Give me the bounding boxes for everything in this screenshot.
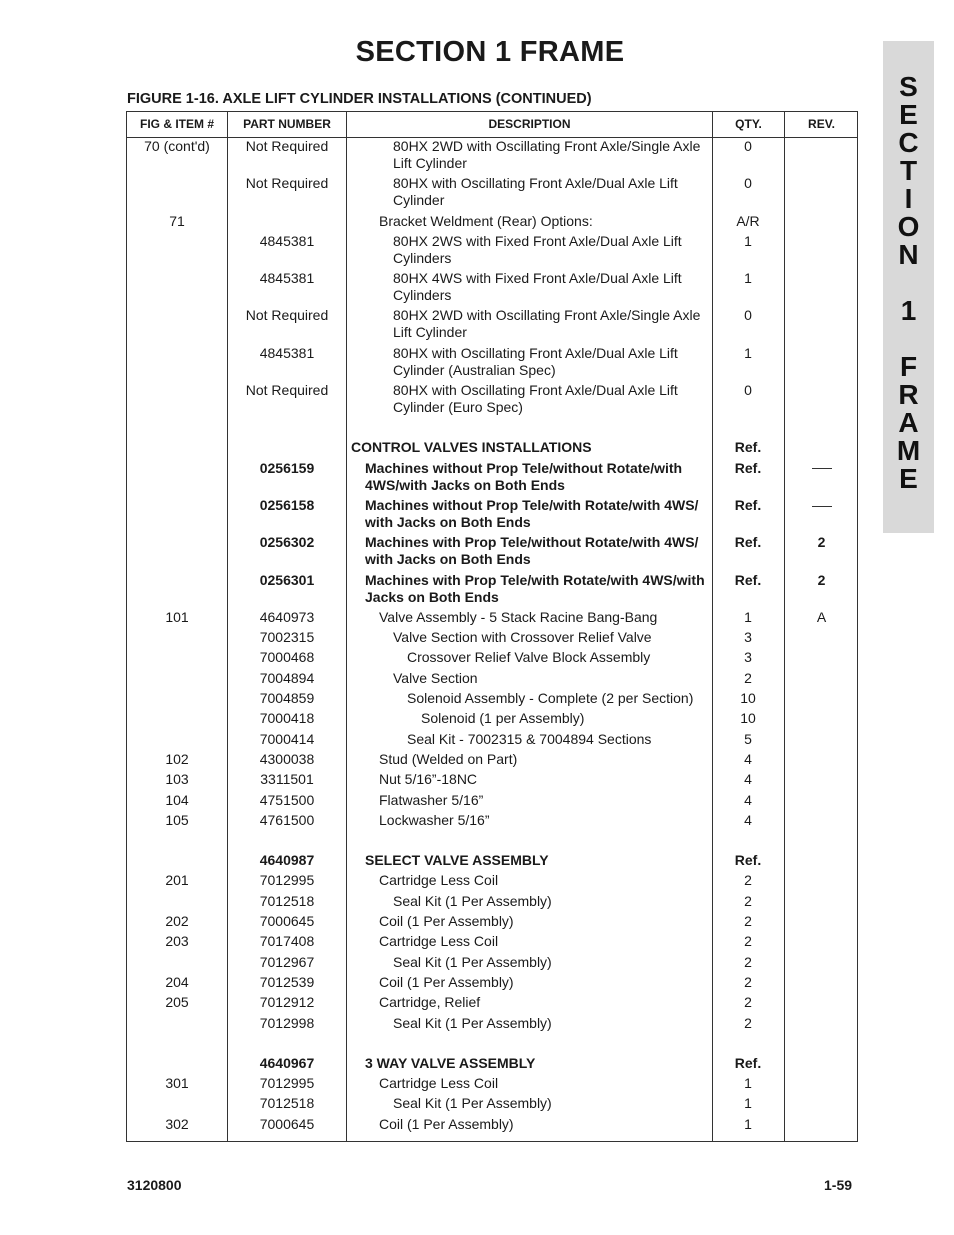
side-tab-letter: E bbox=[899, 99, 918, 130]
description-cell bbox=[379, 1075, 734, 1092]
description-line: 80HX with Oscillating Front Axle/Dual Axle Lift bbox=[393, 175, 678, 192]
part-number-cell: 7012998 bbox=[259, 1014, 315, 1031]
table-row bbox=[127, 345, 857, 382]
table-row bbox=[127, 1055, 857, 1075]
qty-cell: 10 bbox=[740, 690, 756, 707]
description-line: Coil (1 Per Assembly) bbox=[379, 973, 514, 990]
description-cell bbox=[393, 382, 748, 416]
description-line: Cartridge Less Coil bbox=[379, 872, 499, 889]
table-row bbox=[127, 771, 857, 791]
part-number-cell: 7000468 bbox=[259, 649, 315, 666]
description-line: Flatwasher 5/16” bbox=[379, 791, 484, 808]
parts-table bbox=[126, 111, 858, 1142]
description-cell bbox=[365, 852, 720, 869]
description-cell bbox=[379, 771, 734, 788]
description-line: Seal Kit (1 Per Assembly) bbox=[393, 953, 552, 970]
table-row bbox=[127, 233, 857, 270]
table-row bbox=[127, 1095, 857, 1115]
qty-cell: Ref. bbox=[734, 439, 762, 456]
document-number: 3120800 bbox=[127, 1177, 182, 1193]
description-line: Jacks on Both Ends bbox=[365, 588, 499, 605]
column-header-fig-item: FIG & ITEM # bbox=[139, 117, 214, 131]
side-tab-letter: S bbox=[899, 71, 918, 102]
rev-dash-cell bbox=[785, 497, 858, 514]
description-cell bbox=[365, 572, 720, 606]
description-line: Solenoid Assembly - Complete (2 per Section) bbox=[407, 690, 694, 707]
description-line: Lift Cylinder bbox=[393, 324, 467, 341]
description-cell bbox=[393, 233, 748, 267]
part-number-cell: 7012912 bbox=[259, 994, 315, 1011]
table-row bbox=[127, 933, 857, 953]
qty-cell: Ref. bbox=[734, 571, 762, 588]
description-line: Lift Cylinder bbox=[393, 155, 467, 171]
part-number-cell: 4640967 bbox=[259, 1054, 315, 1071]
section-title: SECTION 1 FRAME bbox=[355, 36, 625, 68]
description-line: with Jacks on Both Ends bbox=[365, 551, 531, 568]
description-line: Lockwasher 5/16” bbox=[379, 811, 490, 828]
qty-cell: 0 bbox=[744, 382, 752, 399]
qty-cell: 1 bbox=[744, 1095, 752, 1112]
part-number-cell: 4751500 bbox=[259, 791, 315, 808]
description-cell bbox=[393, 307, 748, 341]
table-row bbox=[127, 307, 857, 344]
description-cell bbox=[365, 497, 720, 531]
part-number-cell: 4845381 bbox=[259, 344, 315, 361]
qty-cell: 2 bbox=[744, 973, 752, 990]
description-cell bbox=[407, 690, 762, 707]
fig-item-cell: 101 bbox=[165, 608, 189, 625]
qty-cell: 5 bbox=[744, 730, 752, 747]
table-row bbox=[127, 1116, 857, 1136]
rev-dash-cell bbox=[785, 460, 858, 477]
description-line: Nut 5/16”-18NC bbox=[379, 771, 478, 788]
description-line: Cylinder bbox=[393, 192, 445, 209]
table-row bbox=[127, 175, 857, 212]
rev-dash bbox=[812, 506, 832, 507]
table-row bbox=[127, 649, 857, 669]
qty-cell: 0 bbox=[744, 175, 752, 192]
description-line: Seal Kit (1 Per Assembly) bbox=[393, 892, 552, 909]
table-row bbox=[127, 994, 857, 1014]
description-cell bbox=[379, 1116, 734, 1133]
rev-cell: 2 bbox=[817, 571, 826, 588]
description-cell bbox=[393, 670, 748, 687]
qty-cell: Ref. bbox=[734, 496, 762, 513]
part-number-cell: 4845381 bbox=[259, 270, 315, 287]
description-line: Seal Kit (1 Per Assembly) bbox=[393, 1095, 552, 1112]
qty-cell: 2 bbox=[744, 892, 752, 909]
description-line: Valve Section bbox=[393, 669, 478, 686]
description-line: Solenoid (1 per Assembly) bbox=[421, 710, 585, 727]
description-cell bbox=[393, 893, 748, 910]
description-cell bbox=[365, 460, 720, 494]
qty-cell: A/R bbox=[736, 212, 760, 229]
description-cell bbox=[379, 609, 734, 626]
qty-cell: 0 bbox=[744, 307, 752, 324]
fig-item-cell: 302 bbox=[165, 1115, 189, 1132]
description-cell bbox=[393, 345, 748, 379]
side-tab-letter: E bbox=[899, 463, 918, 494]
fig-item-cell: 103 bbox=[165, 771, 189, 788]
qty-cell: 2 bbox=[744, 1014, 752, 1031]
description-cell bbox=[407, 649, 762, 666]
description-cell bbox=[379, 872, 734, 889]
part-number-cell: 7012518 bbox=[259, 892, 315, 909]
table-row bbox=[127, 872, 857, 892]
table-row bbox=[127, 609, 857, 629]
part-number-cell: 0256159 bbox=[259, 459, 315, 476]
description-line: Machines with Prop Tele/with Rotate/with 4WS/with bbox=[365, 571, 705, 588]
side-tab-letter: O bbox=[897, 211, 920, 242]
part-number-cell: 4845381 bbox=[259, 232, 315, 249]
description-line: Cylinder (Euro Spec) bbox=[393, 399, 523, 416]
part-number-cell: 7017408 bbox=[259, 933, 315, 950]
description-line: Machines without Prop Tele/without Rotate/with bbox=[365, 459, 683, 476]
part-number-cell: Not Required bbox=[245, 138, 329, 154]
part-number-cell: 4640987 bbox=[259, 852, 315, 869]
description-line: SELECT VALVE ASSEMBLY bbox=[365, 852, 549, 869]
qty-cell: 1 bbox=[744, 1075, 752, 1092]
table-row bbox=[127, 629, 857, 649]
part-number-cell: 7000414 bbox=[259, 730, 315, 747]
description-line: Cylinder (Australian Spec) bbox=[393, 361, 556, 378]
qty-cell: 2 bbox=[744, 933, 752, 950]
fig-item-cell: 105 bbox=[165, 811, 189, 828]
fig-item-cell: 71 bbox=[169, 212, 185, 229]
qty-cell: 2 bbox=[744, 872, 752, 889]
part-number-cell: 7000645 bbox=[259, 913, 315, 930]
description-line: 80HX with Oscillating Front Axle/Dual Axle Lift bbox=[393, 382, 678, 399]
description-cell bbox=[393, 175, 748, 209]
table-row bbox=[127, 913, 857, 933]
qty-cell: 4 bbox=[744, 771, 752, 788]
table-row bbox=[127, 497, 857, 534]
table-row bbox=[127, 670, 857, 690]
fig-item-cell: 102 bbox=[165, 750, 189, 767]
description-line: Bracket Weldment (Rear) Options: bbox=[379, 212, 593, 229]
table-row bbox=[127, 1075, 857, 1095]
description-line: Coil (1 Per Assembly) bbox=[379, 913, 514, 930]
part-number-cell: 4761500 bbox=[259, 811, 315, 828]
side-tab-letter: A bbox=[898, 407, 919, 438]
table-row bbox=[127, 439, 857, 459]
description-line: 3 WAY VALVE ASSEMBLY bbox=[365, 1054, 536, 1071]
qty-cell: 2 bbox=[744, 669, 752, 686]
column-header-part-number: PART NUMBER bbox=[243, 117, 331, 131]
description-cell bbox=[379, 751, 734, 768]
page-number: 1-59 bbox=[824, 1177, 853, 1193]
description-cell bbox=[393, 629, 748, 646]
description-line: 80HX 2WS with Fixed Front Axle/Dual Axle Lift bbox=[393, 232, 682, 249]
qty-cell: 3 bbox=[744, 629, 752, 646]
description-line: Stud (Welded on Part) bbox=[379, 750, 518, 767]
description-line: Cartridge, Relief bbox=[379, 994, 481, 1011]
description-cell bbox=[365, 1055, 720, 1072]
table-spacer-row bbox=[127, 1035, 857, 1055]
fig-item-cell: 202 bbox=[165, 913, 189, 930]
qty-cell: 1 bbox=[744, 270, 752, 287]
side-tab-letter: M bbox=[896, 435, 921, 466]
fig-item-cell: 203 bbox=[165, 933, 189, 950]
rev-dash bbox=[812, 468, 832, 469]
description-cell bbox=[379, 213, 734, 230]
description-line: 4WS/with Jacks on Both Ends bbox=[365, 476, 565, 493]
table-row bbox=[127, 572, 857, 609]
table-row bbox=[127, 213, 857, 233]
part-number-cell: 3311501 bbox=[260, 771, 314, 788]
table-row bbox=[127, 954, 857, 974]
fig-item-cell: 204 bbox=[165, 973, 189, 990]
description-cell bbox=[407, 731, 762, 748]
part-number-cell: 7000418 bbox=[259, 710, 315, 727]
qty-cell: Ref. bbox=[734, 459, 762, 476]
qty-cell: Ref. bbox=[734, 534, 762, 551]
side-tab-letter bbox=[905, 269, 913, 297]
table-row bbox=[127, 751, 857, 771]
part-number-cell: 7002315 bbox=[259, 629, 315, 646]
description-cell bbox=[393, 1015, 748, 1032]
table-row bbox=[127, 852, 857, 872]
table-spacer-row bbox=[127, 419, 857, 439]
description-line: Cartridge Less Coil bbox=[379, 1075, 499, 1092]
table-row bbox=[127, 690, 857, 710]
part-number-cell: 0256158 bbox=[259, 496, 315, 513]
part-number-cell: 7004894 bbox=[259, 669, 315, 686]
rev-cell: A bbox=[816, 608, 827, 625]
description-line: Valve Assembly - 5 Stack Racine Bang-Bang bbox=[379, 608, 658, 625]
description-line: Cylinders bbox=[393, 249, 452, 266]
column-header-rev: REV. bbox=[808, 117, 835, 131]
part-number-cell: 7004859 bbox=[259, 690, 315, 707]
table-row bbox=[127, 382, 857, 419]
table-row bbox=[127, 893, 857, 913]
part-number-cell: 7012518 bbox=[259, 1095, 315, 1112]
description-line: Machines without Prop Tele/with Rotate/with 4WS/ bbox=[365, 496, 699, 513]
description-line: Seal Kit - 7002315 & 7004894 Sections bbox=[407, 730, 652, 747]
qty-cell: 0 bbox=[744, 138, 752, 154]
description-cell bbox=[393, 138, 748, 172]
column-header-qty: QTY. bbox=[735, 117, 762, 131]
part-number-cell: 0256302 bbox=[259, 534, 315, 551]
qty-cell: Ref. bbox=[734, 1054, 762, 1071]
table-row bbox=[127, 792, 857, 812]
part-number-cell: Not Required bbox=[245, 307, 329, 324]
description-cell bbox=[393, 954, 748, 971]
qty-cell: 1 bbox=[744, 344, 752, 361]
description-cell bbox=[393, 1095, 748, 1112]
figure-caption: FIGURE 1-16. AXLE LIFT CYLINDER INSTALLATIONS (CONTINUED) bbox=[127, 91, 592, 107]
part-number-cell: 7012995 bbox=[259, 1075, 315, 1092]
description-cell bbox=[351, 439, 706, 456]
section-side-tab bbox=[883, 41, 934, 533]
table-row bbox=[127, 812, 857, 832]
qty-cell: 3 bbox=[744, 649, 752, 666]
qty-cell: 4 bbox=[744, 791, 752, 808]
description-cell bbox=[365, 534, 720, 568]
side-tab-letter: R bbox=[898, 379, 919, 410]
description-cell bbox=[379, 812, 734, 829]
part-number-cell: 7000645 bbox=[259, 1115, 315, 1132]
description-line: Seal Kit (1 Per Assembly) bbox=[393, 1014, 552, 1031]
table-row bbox=[127, 270, 857, 307]
description-cell bbox=[393, 270, 748, 304]
description-cell bbox=[379, 974, 734, 991]
description-line: Coil (1 Per Assembly) bbox=[379, 1115, 514, 1132]
parts-rows bbox=[127, 138, 857, 1136]
description-cell bbox=[379, 792, 734, 809]
description-line: 80HX 2WD with Oscillating Front Axle/Single Axle bbox=[393, 138, 701, 154]
fig-item-cell: 201 bbox=[165, 872, 189, 889]
side-tab-letter: C bbox=[898, 127, 919, 158]
side-tab-letter: I bbox=[904, 183, 913, 214]
description-line: CONTROL VALVES INSTALLATIONS bbox=[351, 439, 592, 456]
part-number-cell: 7012967 bbox=[259, 953, 315, 970]
table-row bbox=[127, 138, 857, 175]
part-number-cell: 7012539 bbox=[259, 973, 315, 990]
description-line: 80HX with Oscillating Front Axle/Dual Axle Lift bbox=[393, 344, 678, 361]
description-cell bbox=[379, 994, 734, 1011]
part-number-cell: 4300038 bbox=[259, 750, 315, 767]
description-line: Valve Section with Crossover Relief Valve bbox=[393, 629, 652, 646]
part-number-cell: Not Required bbox=[245, 382, 329, 399]
part-number-cell: 4640973 bbox=[259, 608, 315, 625]
table-row bbox=[127, 731, 857, 751]
description-line: 80HX 4WS with Fixed Front Axle/Dual Axle Lift bbox=[393, 270, 682, 287]
qty-cell: 1 bbox=[744, 1115, 752, 1132]
table-row bbox=[127, 460, 857, 497]
side-tab-letter: N bbox=[898, 239, 919, 270]
description-line: 80HX 2WD with Oscillating Front Axle/Single Axle bbox=[393, 307, 701, 324]
qty-cell: 1 bbox=[744, 608, 752, 625]
qty-cell: 10 bbox=[740, 710, 756, 727]
description-line: with Jacks on Both Ends bbox=[365, 513, 531, 530]
qty-cell: 1 bbox=[744, 232, 752, 249]
qty-cell: 4 bbox=[744, 811, 752, 828]
table-row bbox=[127, 710, 857, 730]
description-line: Machines with Prop Tele/without Rotate/with 4WS/ bbox=[365, 534, 699, 551]
side-tab-letter bbox=[905, 325, 913, 353]
description-line: Cartridge Less Coil bbox=[379, 933, 499, 950]
part-number-cell: 0256301 bbox=[259, 571, 315, 588]
table-row bbox=[127, 1015, 857, 1035]
fig-item-cell: 70 (cont'd) bbox=[144, 138, 210, 154]
qty-cell: Ref. bbox=[734, 852, 762, 869]
part-number-cell: 7012995 bbox=[259, 872, 315, 889]
description-line: Crossover Relief Valve Block Assembly bbox=[407, 649, 651, 666]
table-row bbox=[127, 974, 857, 994]
side-tab-letter: 1 bbox=[900, 295, 917, 326]
fig-item-cell: 104 bbox=[165, 791, 189, 808]
part-number-cell: Not Required bbox=[245, 175, 329, 192]
table-spacer-row bbox=[127, 832, 857, 852]
fig-item-cell: 301 bbox=[165, 1075, 189, 1092]
qty-cell: 2 bbox=[744, 913, 752, 930]
description-line: Cylinders bbox=[393, 287, 452, 304]
side-tab-letter: F bbox=[899, 351, 918, 382]
qty-cell: 2 bbox=[744, 994, 752, 1011]
side-tab-letter: T bbox=[899, 155, 918, 186]
fig-item-cell: 205 bbox=[165, 994, 189, 1011]
column-header-description: DESCRIPTION bbox=[488, 117, 571, 131]
side-tab-letters bbox=[883, 41, 934, 493]
rev-cell: 2 bbox=[817, 534, 826, 551]
qty-cell: 4 bbox=[744, 750, 752, 767]
description-cell bbox=[379, 913, 734, 930]
qty-cell: 2 bbox=[744, 953, 752, 970]
description-cell bbox=[379, 933, 734, 950]
table-row bbox=[127, 534, 857, 571]
